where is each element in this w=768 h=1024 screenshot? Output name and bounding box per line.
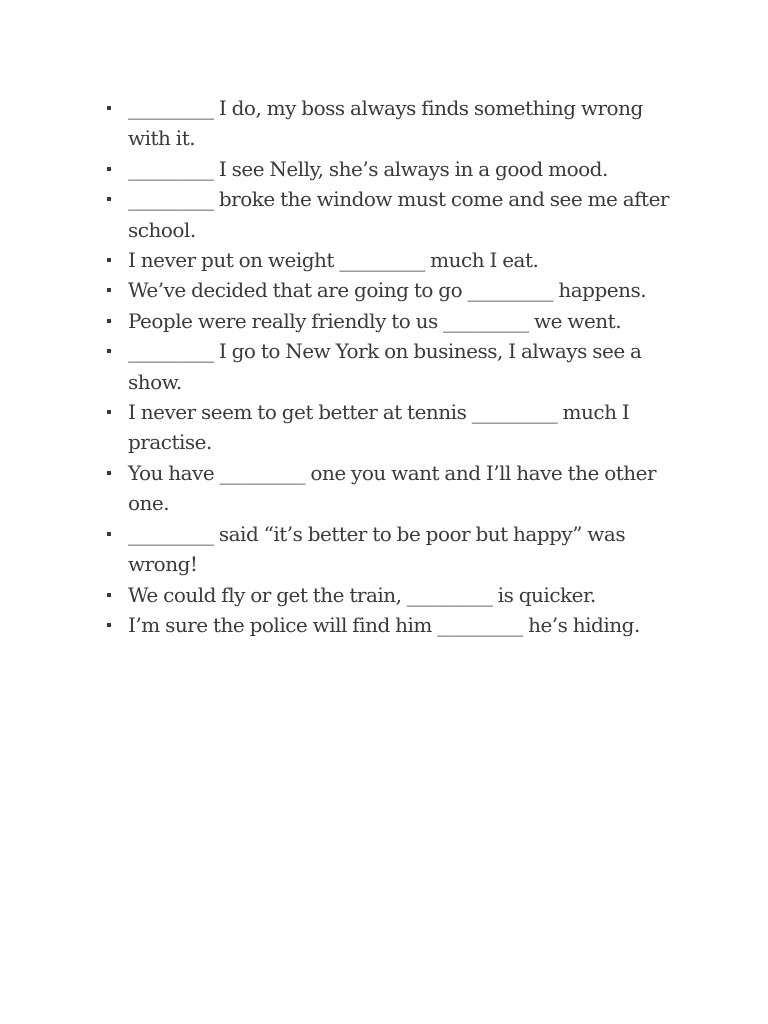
item-text: I never seem to get better at tennis _________ much I practise. xyxy=(128,400,630,455)
fill-in-the-blank-list xyxy=(104,93,684,640)
bullet-icon xyxy=(107,319,111,323)
item-text: _________ said “it’s better to be poor but happy” was wrong! xyxy=(128,521,626,577)
bullet-icon xyxy=(107,410,111,414)
bullet-icon xyxy=(107,593,111,597)
bullet-icon xyxy=(107,349,111,353)
bullet-icon xyxy=(107,106,111,110)
list-item xyxy=(104,154,684,184)
bullet-icon xyxy=(107,167,111,171)
bullet-icon xyxy=(107,197,111,201)
list-item xyxy=(104,519,684,580)
list-item xyxy=(104,458,684,519)
list-item xyxy=(104,93,684,154)
item-text: I never put on weight _________ much I eat. xyxy=(128,248,539,273)
bullet-icon xyxy=(107,288,111,292)
item-text: I’m sure the police will find him _________ he’s hiding. xyxy=(128,612,640,637)
item-text: _________ I see Nelly, she’s always in a good mood. xyxy=(128,156,608,181)
list-item xyxy=(104,336,684,397)
list-item xyxy=(104,275,684,305)
list-item xyxy=(104,306,684,336)
item-text: We’ve decided that are going to go _________ happens. xyxy=(128,278,647,303)
bullet-icon xyxy=(107,532,111,536)
bullet-icon xyxy=(107,623,111,627)
item-text: You have _________ one you want and I’ll have the other one. xyxy=(128,460,657,516)
list-item xyxy=(104,580,684,610)
list-item xyxy=(104,610,684,640)
bullet-icon xyxy=(107,471,111,475)
item-text: _________ I do, my boss always finds something wrong with it. xyxy=(128,96,643,151)
item-text: People were really friendly to us _________ we went. xyxy=(128,308,622,333)
item-text: _________ broke the window must come and see me after school. xyxy=(128,187,669,242)
bullet-icon xyxy=(107,258,111,262)
list-item xyxy=(104,245,684,275)
list-item xyxy=(104,397,684,458)
item-text: _________ I go to New York on business, I always see a show. xyxy=(128,339,642,394)
item-text: We could fly or get the train, _________ is quicker. xyxy=(128,582,596,607)
list-item xyxy=(104,184,684,245)
